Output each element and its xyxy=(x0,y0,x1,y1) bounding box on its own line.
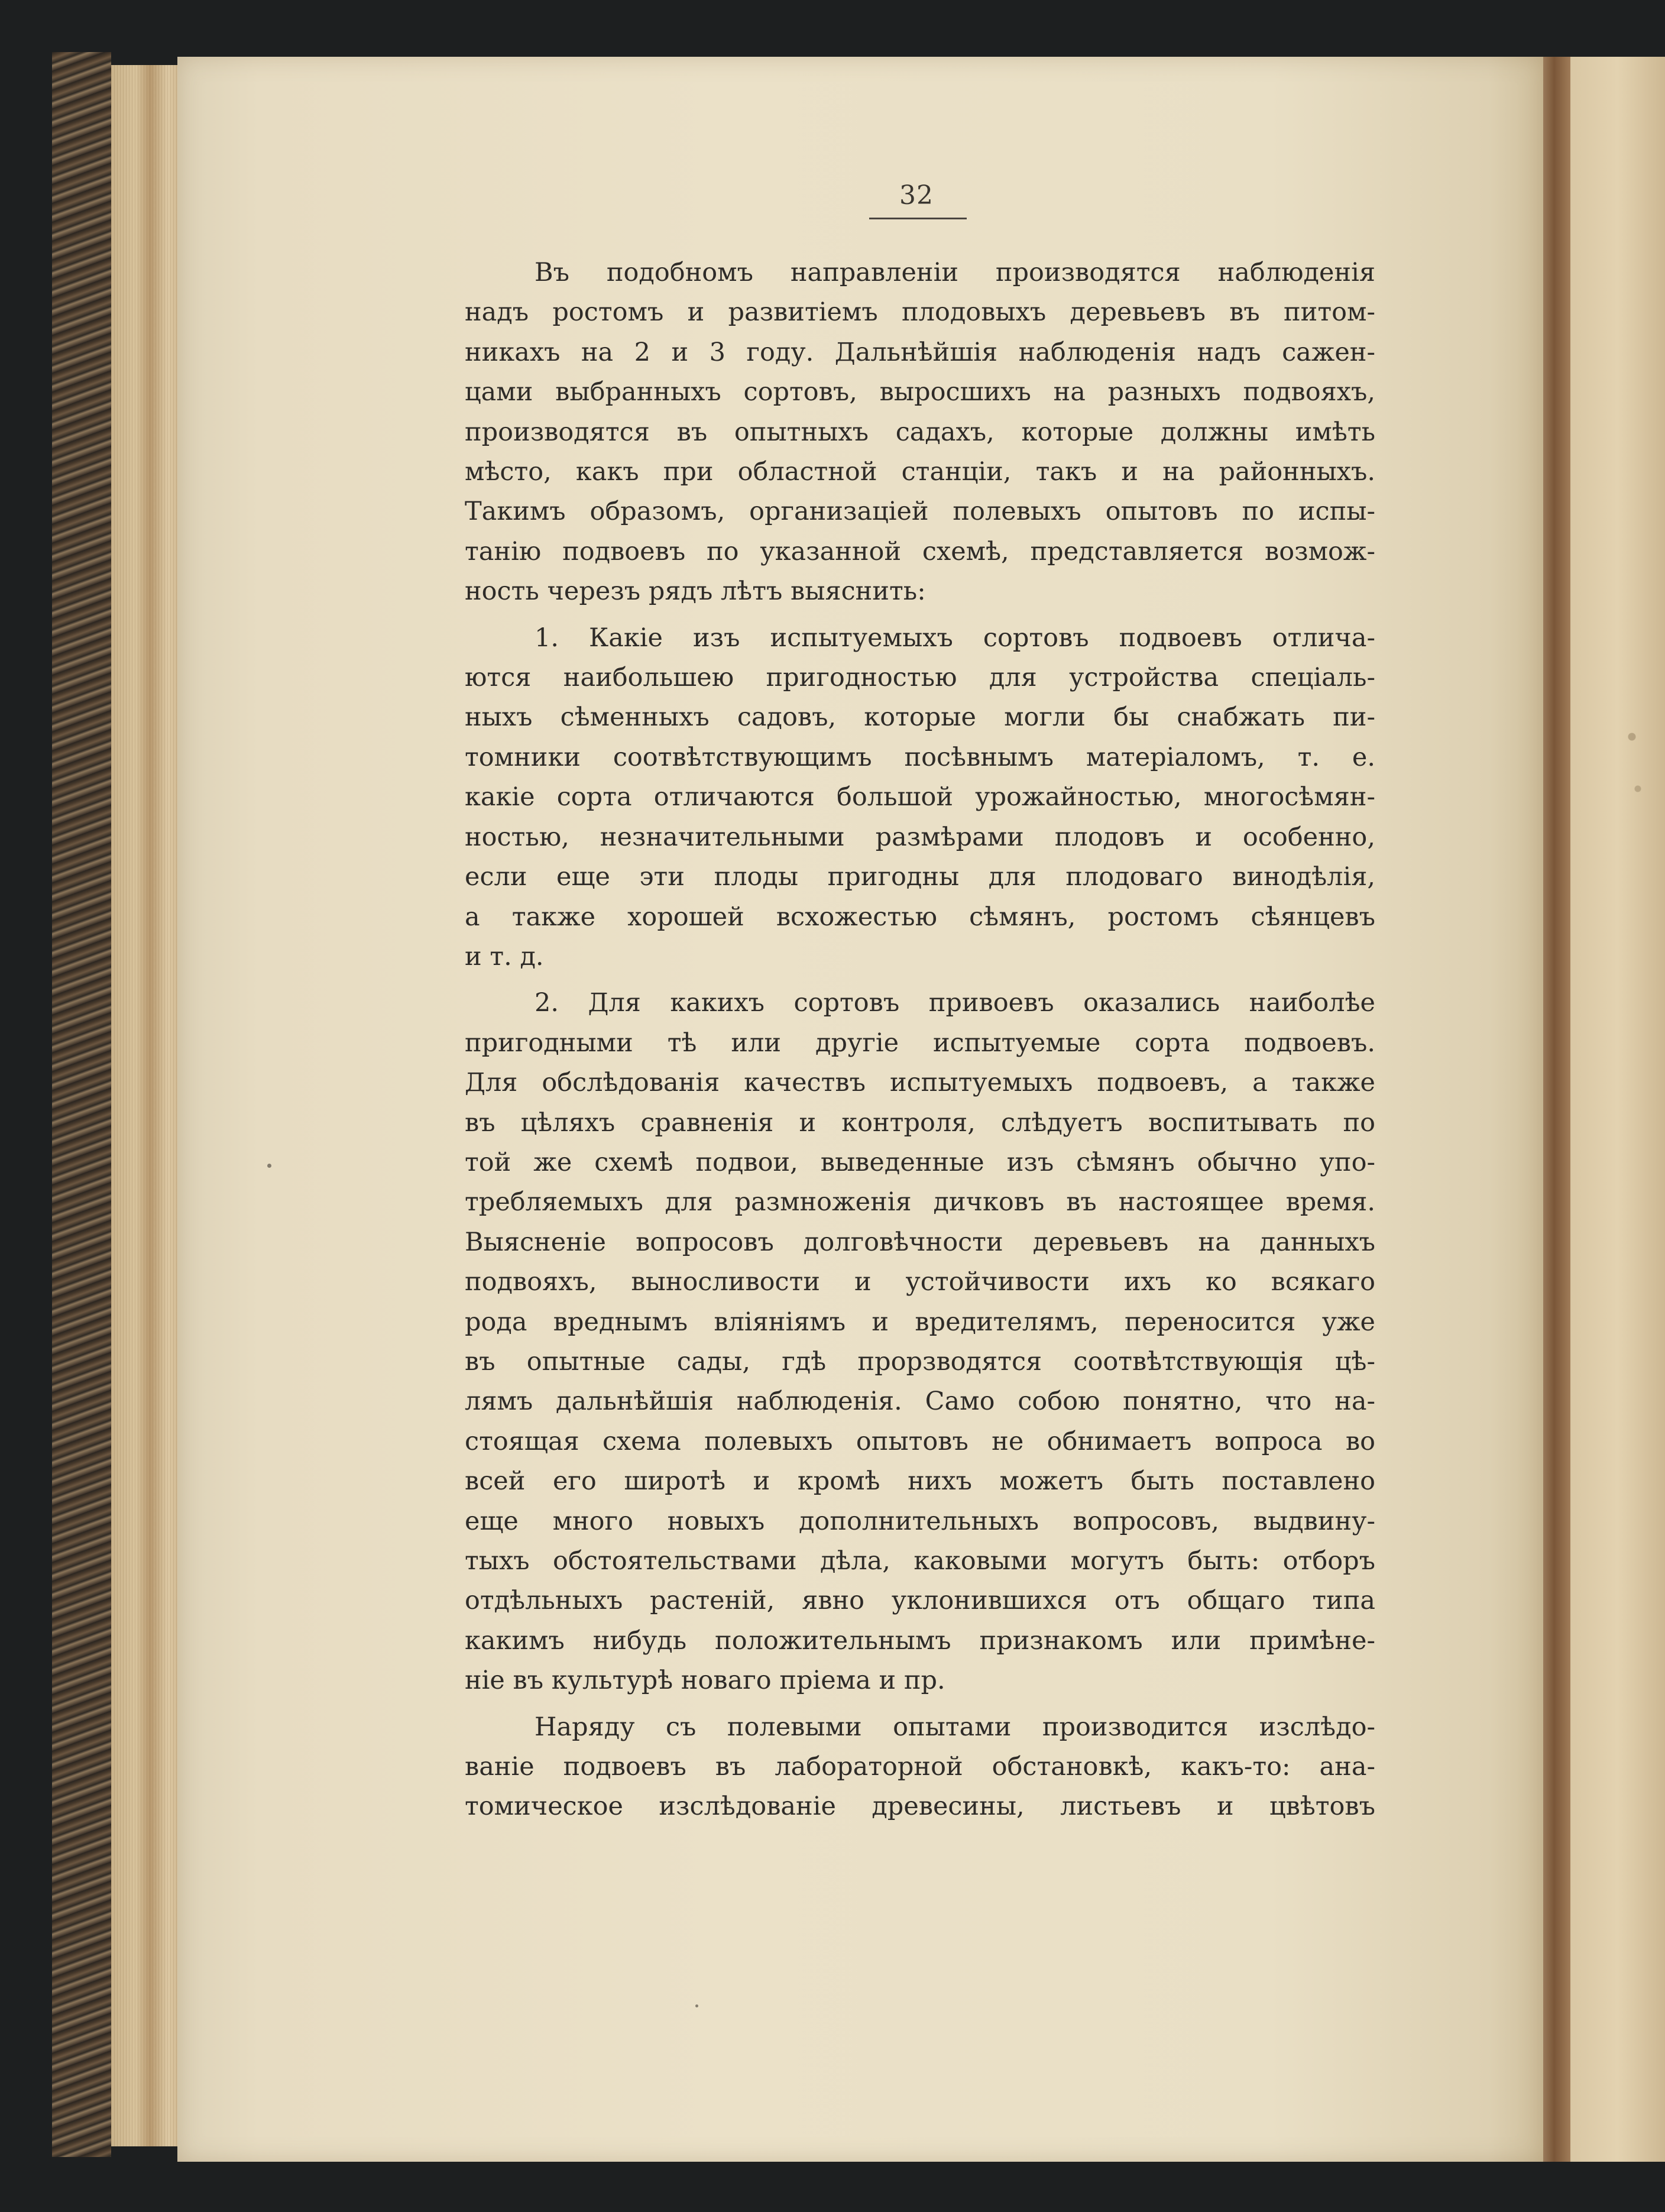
text-line: пригодными тѣ или другіе испытуемые сорта подвоевъ. xyxy=(465,1028,1375,1058)
next-page-edge xyxy=(1570,57,1665,2162)
text-line: никахъ на 2 и 3 году. Дальнѣйшія наблюденія надъ сажен- xyxy=(465,337,1375,367)
text-line: ніе въ культурѣ новаго пріема и пр. xyxy=(465,1666,945,1696)
text-line: въ цѣляхъ сравненія и контроля, слѣдуетъ воспитывать по xyxy=(465,1107,1375,1138)
text-line: Въ подобномъ направленіи производятся наблюденія xyxy=(535,258,1375,287)
paragraph-3 xyxy=(465,983,1375,1701)
text-line: какимъ нибудь положительнымъ признакомъ или примѣне- xyxy=(465,1625,1375,1656)
paragraph-1 xyxy=(465,253,1375,612)
text-line: ваніе подвоевъ въ лабораторной обстановкѣ, какъ-то: ана- xyxy=(465,1752,1375,1782)
text-line: въ опытные сады, гдѣ прорзводятся соотвѣтствующія цѣ- xyxy=(465,1346,1375,1377)
text-line: 1. Какіе изъ испытуемыхъ сортовъ подвоевъ отлича- xyxy=(535,623,1375,653)
text-line: мѣсто, какъ при областной станціи, такъ и на районныхъ. xyxy=(465,457,1375,487)
text-line: танію подвоевъ по указанной схемѣ, представляется возмож- xyxy=(465,536,1375,566)
page-stack-edge xyxy=(111,65,182,2146)
text-line: Наряду съ полевыми опытами производится изслѣдо- xyxy=(535,1712,1375,1742)
text-line: ность черезъ рядъ лѣтъ выяснить: xyxy=(465,577,926,607)
book-binding-edge xyxy=(52,52,111,2157)
text-line: требляемыхъ для размноженія дичковъ въ настоящее время. xyxy=(465,1187,1375,1217)
text-line: Для обслѣдованія качествъ испытуемыхъ подвоевъ, а также xyxy=(465,1068,1375,1098)
text-line: ностью, незначительными размѣрами плодовъ и особенно, xyxy=(465,822,1375,852)
text-line: стоящая схема полевыхъ опытовъ не обнимаетъ вопроса во xyxy=(465,1426,1375,1456)
text-line: 2. Для какихъ сортовъ привоевъ оказались наиболѣе xyxy=(535,988,1375,1018)
text-line: а также хорошей всхожестью сѣмянъ, ростомъ сѣянцевъ xyxy=(465,902,1375,932)
text-line: тыхъ обстоятельствами дѣла, каковыми могутъ быть: отборъ xyxy=(465,1546,1375,1576)
text-line: лямъ дальнѣйшія наблюденія. Само собою понятно, что на- xyxy=(465,1387,1375,1417)
text-line: какіе сорта отличаются большой урожайностью, многосѣмян- xyxy=(465,782,1375,812)
text-line: и т. д. xyxy=(465,941,544,971)
text-line: отдѣльныхъ растеній, явно уклонившихся отъ общаго типа xyxy=(465,1586,1375,1616)
text-line: томники соотвѣтствующимъ посѣвнымъ матеріаломъ, т. е. xyxy=(465,742,1375,772)
page-stains xyxy=(1620,698,1650,828)
text-line: Выясненіе вопросовъ долговѣчности деревьевъ на данныхъ xyxy=(465,1227,1375,1257)
text-line: подвояхъ, выносливости и устойчивости ихъ ко всякаго xyxy=(465,1267,1375,1297)
text-line: надъ ростомъ и развитіемъ плодовыхъ деревьевъ въ питом- xyxy=(465,297,1375,328)
page-speck xyxy=(267,1164,271,1168)
page-number: 32 xyxy=(899,180,934,210)
text-line: Такимъ образомъ, организаціей полевыхъ опытовъ по испы- xyxy=(465,497,1375,527)
text-line: цами выбранныхъ сортовъ, выросшихъ на разныхъ подвояхъ, xyxy=(465,377,1375,407)
paragraph-2 xyxy=(465,618,1375,977)
text-line: ныхъ сѣменныхъ садовъ, которые могли бы снабжать пи- xyxy=(465,702,1375,733)
page-number-rule xyxy=(869,218,967,219)
text-line: той же схемѣ подвои, выведенные изъ сѣмянъ обычно упо- xyxy=(465,1147,1375,1177)
text-line: всей его широтѣ и кромѣ нихъ можетъ быть поставлено xyxy=(465,1466,1375,1497)
text-line: еще много новыхъ дополнительныхъ вопросовъ, выдвину- xyxy=(465,1506,1375,1536)
body-text xyxy=(465,253,1375,1834)
page-speck xyxy=(695,2004,698,2007)
text-line: производятся въ опытныхъ садахъ, которые должны имѣть xyxy=(465,417,1375,447)
text-line: томическое изслѣдованіе древесины, листьевъ и цвѣтовъ xyxy=(465,1792,1375,1822)
text-line: ются наибольшею пригодностью для устройства спеціаль- xyxy=(465,663,1375,693)
text-line: рода вреднымъ вліяніямъ и вредителямъ, переносится уже xyxy=(465,1307,1375,1337)
paragraph-4 xyxy=(465,1708,1375,1827)
book-cover-edge xyxy=(1543,57,1570,2162)
text-line: если еще эти плоды пригодны для плодоваго винодѣлія, xyxy=(465,862,1375,892)
